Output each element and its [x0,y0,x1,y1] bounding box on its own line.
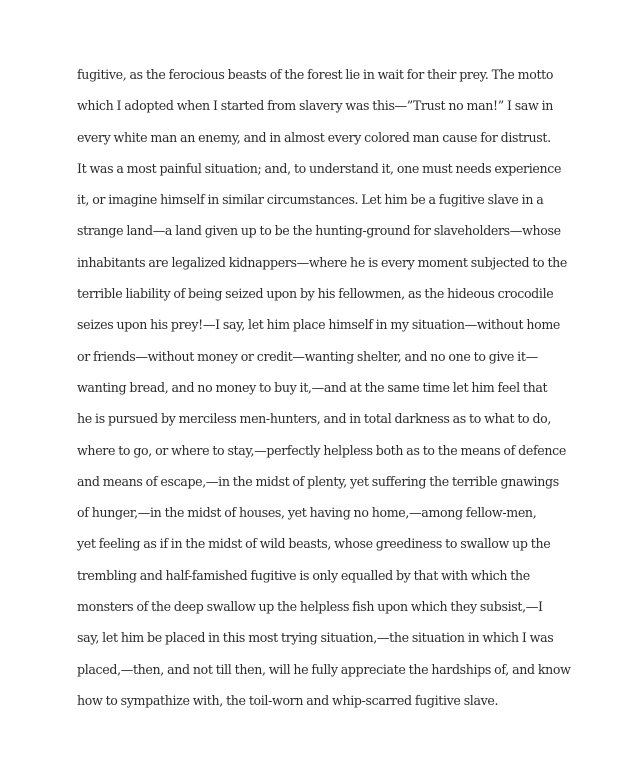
text-line: trembling and half-famished fugitive is only equalled by that with which the [77,567,530,583]
text-line: fugitive, as the ferocious beasts of the forest lie in wait for their prey. The motto [77,67,554,82]
text-line: monsters of the deep swallow up the helpless fish upon which they subsist,—I [77,599,543,615]
body-paragraph [77,59,597,716]
text-line: wanting bread, and no money to buy it,—and at the same time let him feel that [77,379,548,395]
text-line: It was a most painful situation; and, to understand it, one must needs experience [77,160,562,176]
text-line: terrible liability of being seized upon by his fellowmen, as the hideous crocodile [77,286,554,302]
text-line: every white man an enemy, and in almost every colored man cause for distrust. [77,129,551,145]
text-line: how to sympathize with, the toil-worn and whip-scarred fugitive slave. [77,692,499,708]
text-line: placed,—then, and not till then, will he fully appreciate the hardships of, and know [77,661,571,677]
text-line: yet feeling as if in the midst of wild beasts, whose greediness to swallow up the [77,536,551,552]
text-line: and means of escape,—in the midst of plenty, yet suffering the terrible gnawings [77,473,559,489]
text-line: which I adopted when I started from slavery was this—”Trust no man!” I saw in [77,98,554,114]
text-line: of hunger,—in the midst of houses, yet having no home,—among fellow-men, [77,505,537,521]
text-line: where to go, or where to stay,—perfectly helpless both as to the means of defence [77,442,566,458]
text-line: strange land—a land given up to be the hunting-ground for slaveholders—whose [77,223,561,239]
text-line: or friends—without money or credit—wanting shelter, and no one to give it— [77,348,538,364]
text-line: say, let him be placed in this most trying situation,—the situation in which I was [77,630,554,646]
text-line: it, or imagine himself in similar circumstances. Let him be a fugitive slave in a [77,192,544,208]
text-line: inhabitants are legalized kidnappers—where he is every moment subjected to the [77,254,568,270]
text-line: he is pursued by merciless men-hunters, and in total darkness as to what to do, [77,411,552,427]
text-line: seizes upon his prey!—I say, let him place himself in my situation—without home [77,317,561,333]
